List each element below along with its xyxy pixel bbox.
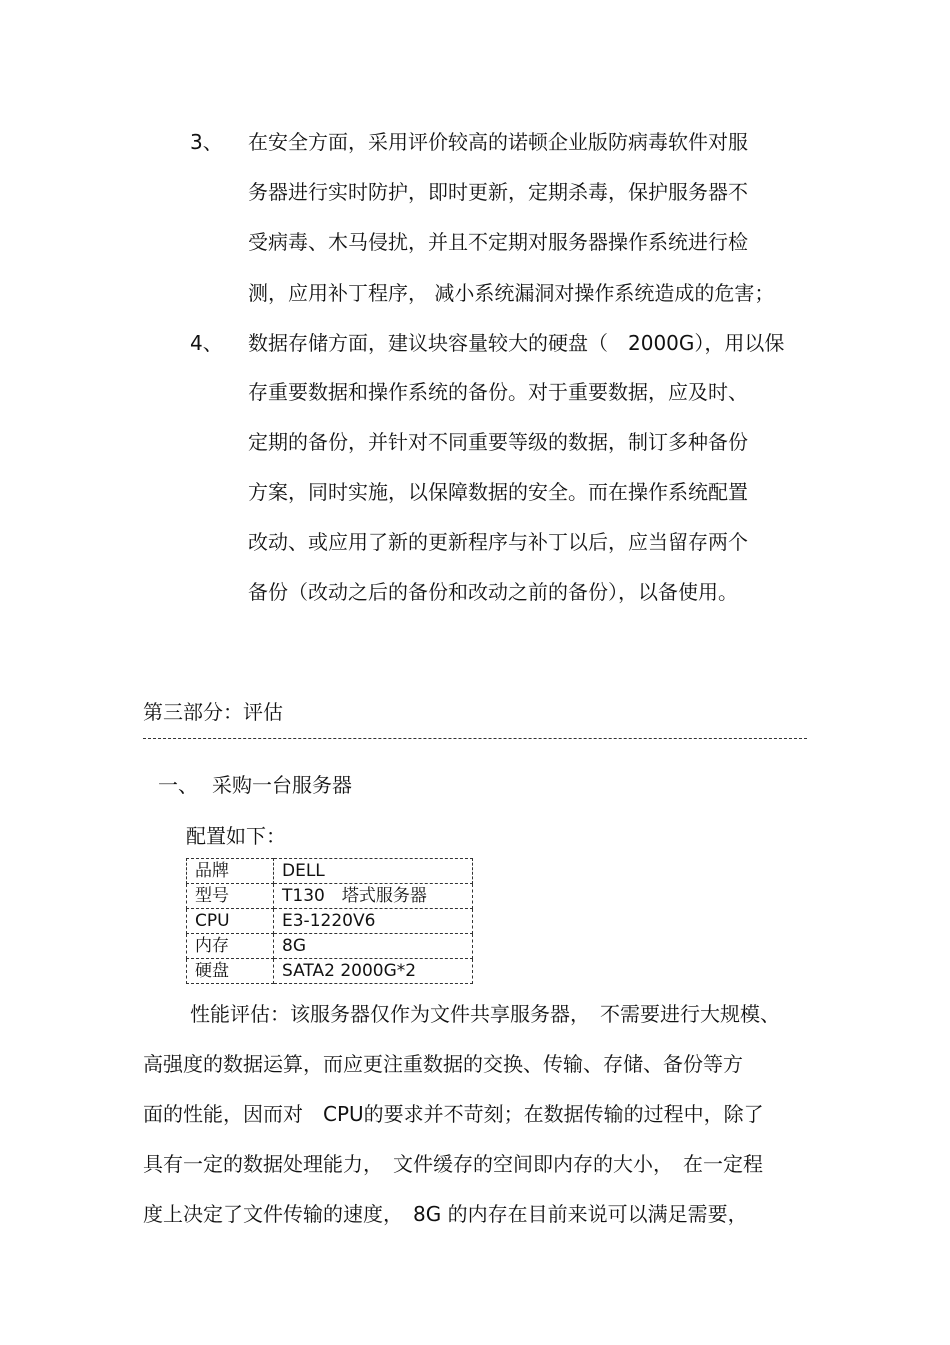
spec-key: 硬盘 xyxy=(187,959,274,984)
item-text-line: 在安全方面，采用评价较高的诺顿企业版防病毒软件对服 xyxy=(248,130,748,154)
item-text-line: 务器进行实时防护，即时更新，定期杀毒，保护服务器不 xyxy=(248,180,748,204)
item-text-line: 数据存储方面，建议块容量较大的硬盘（ 2000G），用以保 xyxy=(248,331,785,355)
item-text-line: 方案，同时实施，以保障数据的安全。而在操作系统配置 xyxy=(248,480,748,504)
item-text-line: 存重要数据和操作系统的备份。对于重要数据，应及时、 xyxy=(248,380,748,404)
evaluation-line: 具有一定的数据处理能力， 文件缓存的空间即内存的大小， 在一定程 xyxy=(143,1152,763,1176)
evaluation-line: 性能评估：该服务器仅作为文件共享服务器， 不需要进行大规模、 xyxy=(190,1002,780,1026)
item-text-line: 定期的备份，并针对不同重要等级的数据，制订多种备份 xyxy=(248,430,748,454)
item-text-line: 受病毒、木马侵扰，并且不定期对服务器操作系统进行检 xyxy=(248,230,748,254)
spec-value: T130 塔式服务器 xyxy=(274,884,473,909)
section-title: 第三部分：评估 xyxy=(143,700,283,724)
evaluation-line: 度上决定了文件传输的速度， 8G 的内存在目前来说可以满足需要， xyxy=(143,1202,748,1226)
spec-value: 8G xyxy=(274,934,473,959)
item-text-line: 改动、或应用了新的更新程序与补丁以后，应当留存两个 xyxy=(248,530,748,554)
item-number: 3、 xyxy=(190,130,223,154)
spec-key: 品牌 xyxy=(187,859,274,884)
table-row xyxy=(187,909,473,934)
table-row xyxy=(187,934,473,959)
spec-value: DELL xyxy=(274,859,473,884)
item-text-line: 测，应用补丁程序， 减小系统漏洞对操作系统造成的危害； xyxy=(248,281,775,305)
subsection-title: 采购一台服务器 xyxy=(212,773,352,797)
item-text-line: 备份（改动之后的备份和改动之前的备份），以备使用。 xyxy=(248,580,738,604)
spec-key: 型号 xyxy=(187,884,274,909)
subsection-number: 一、 xyxy=(158,773,198,797)
item-number: 4、 xyxy=(190,331,223,355)
table-row xyxy=(187,884,473,909)
table-row xyxy=(187,859,473,884)
evaluation-line: 面的性能，因而对 CPU的要求并不苛刻；在数据传输的过程中，除了 xyxy=(143,1102,764,1126)
spec-table xyxy=(186,858,473,984)
spec-key: CPU xyxy=(187,909,274,934)
config-label: 配置如下： xyxy=(186,824,286,848)
spec-value: E3-1220V6 xyxy=(274,909,473,934)
spec-value: SATA2 2000G*2 xyxy=(274,959,473,984)
table-row xyxy=(187,959,473,984)
evaluation-line: 高强度的数据运算，而应更注重数据的交换、传输、存储、备份等方 xyxy=(143,1052,743,1076)
section-divider xyxy=(143,738,807,739)
spec-key: 内存 xyxy=(187,934,274,959)
